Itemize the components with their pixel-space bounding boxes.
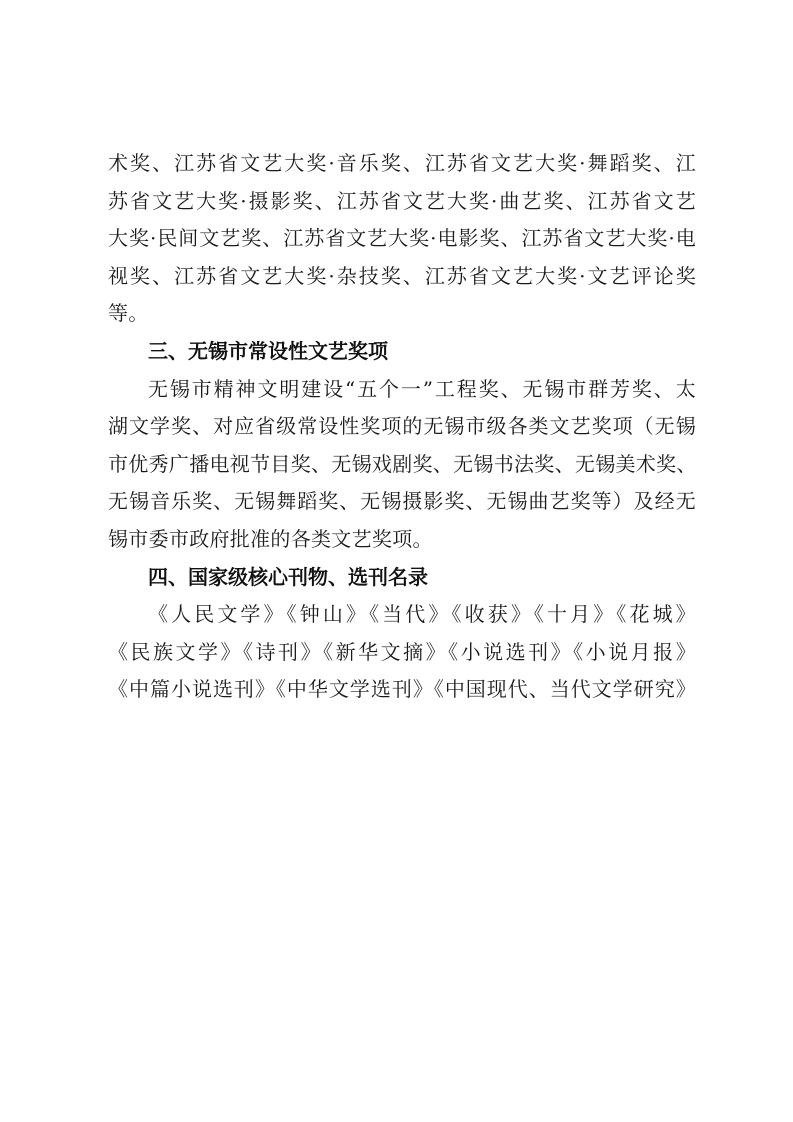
awards-continuation-paragraph bbox=[108, 145, 696, 333]
document-body bbox=[108, 145, 696, 709]
text-line: 市优秀广播电视节目奖、无锡戏剧奖、无锡书法奖、无锡美术奖、 bbox=[108, 451, 697, 476]
section-heading-journals: 四、国家级核心刊物、选刊名录 bbox=[148, 564, 428, 589]
text-line: 《民族文学》《诗刊》《新华文摘》《小说选刊》《小说月报》 bbox=[108, 639, 696, 664]
text-line: 视奖、江苏省文艺大奖·杂技奖、江苏省文艺大奖·文艺评论奖 bbox=[108, 263, 696, 288]
text-line: 锡市委市政府批准的各类文艺奖项。 bbox=[108, 526, 433, 551]
text-line: 湖文学奖、对应省级常设性奖项的无锡市级各类文艺奖项（无锡 bbox=[108, 414, 696, 439]
wuxi-awards-paragraph bbox=[108, 371, 696, 559]
journals-paragraph bbox=[108, 596, 696, 709]
text-line: 《人民文学》《钟山》《当代》《收获》《十月》《花城》 bbox=[148, 602, 696, 627]
text-line: 无锡市精神文明建设“五个一”工程奖、无锡市群芳奖、太 bbox=[148, 376, 696, 401]
text-line: 大奖·民间文艺奖、江苏省文艺大奖·电影奖、江苏省文艺大奖·电 bbox=[108, 226, 696, 251]
text-line: 术奖、江苏省文艺大奖·音乐奖、江苏省文艺大奖·舞蹈奖、江 bbox=[108, 151, 696, 175]
text-line: 苏省文艺大奖·摄影奖、江苏省文艺大奖·曲艺奖、江苏省文艺 bbox=[108, 188, 696, 213]
section-heading-wuxi-awards: 三、无锡市常设性文艺奖项 bbox=[148, 338, 388, 363]
text-line: 等。 bbox=[108, 301, 149, 326]
text-line: 《中篇小说选刊》《中华文学选刊》《中国现代、当代文学研究》 bbox=[108, 677, 696, 702]
text-line: 无锡音乐奖、无锡舞蹈奖、无锡摄影奖、无锡曲艺奖等）及经无 bbox=[108, 489, 696, 514]
